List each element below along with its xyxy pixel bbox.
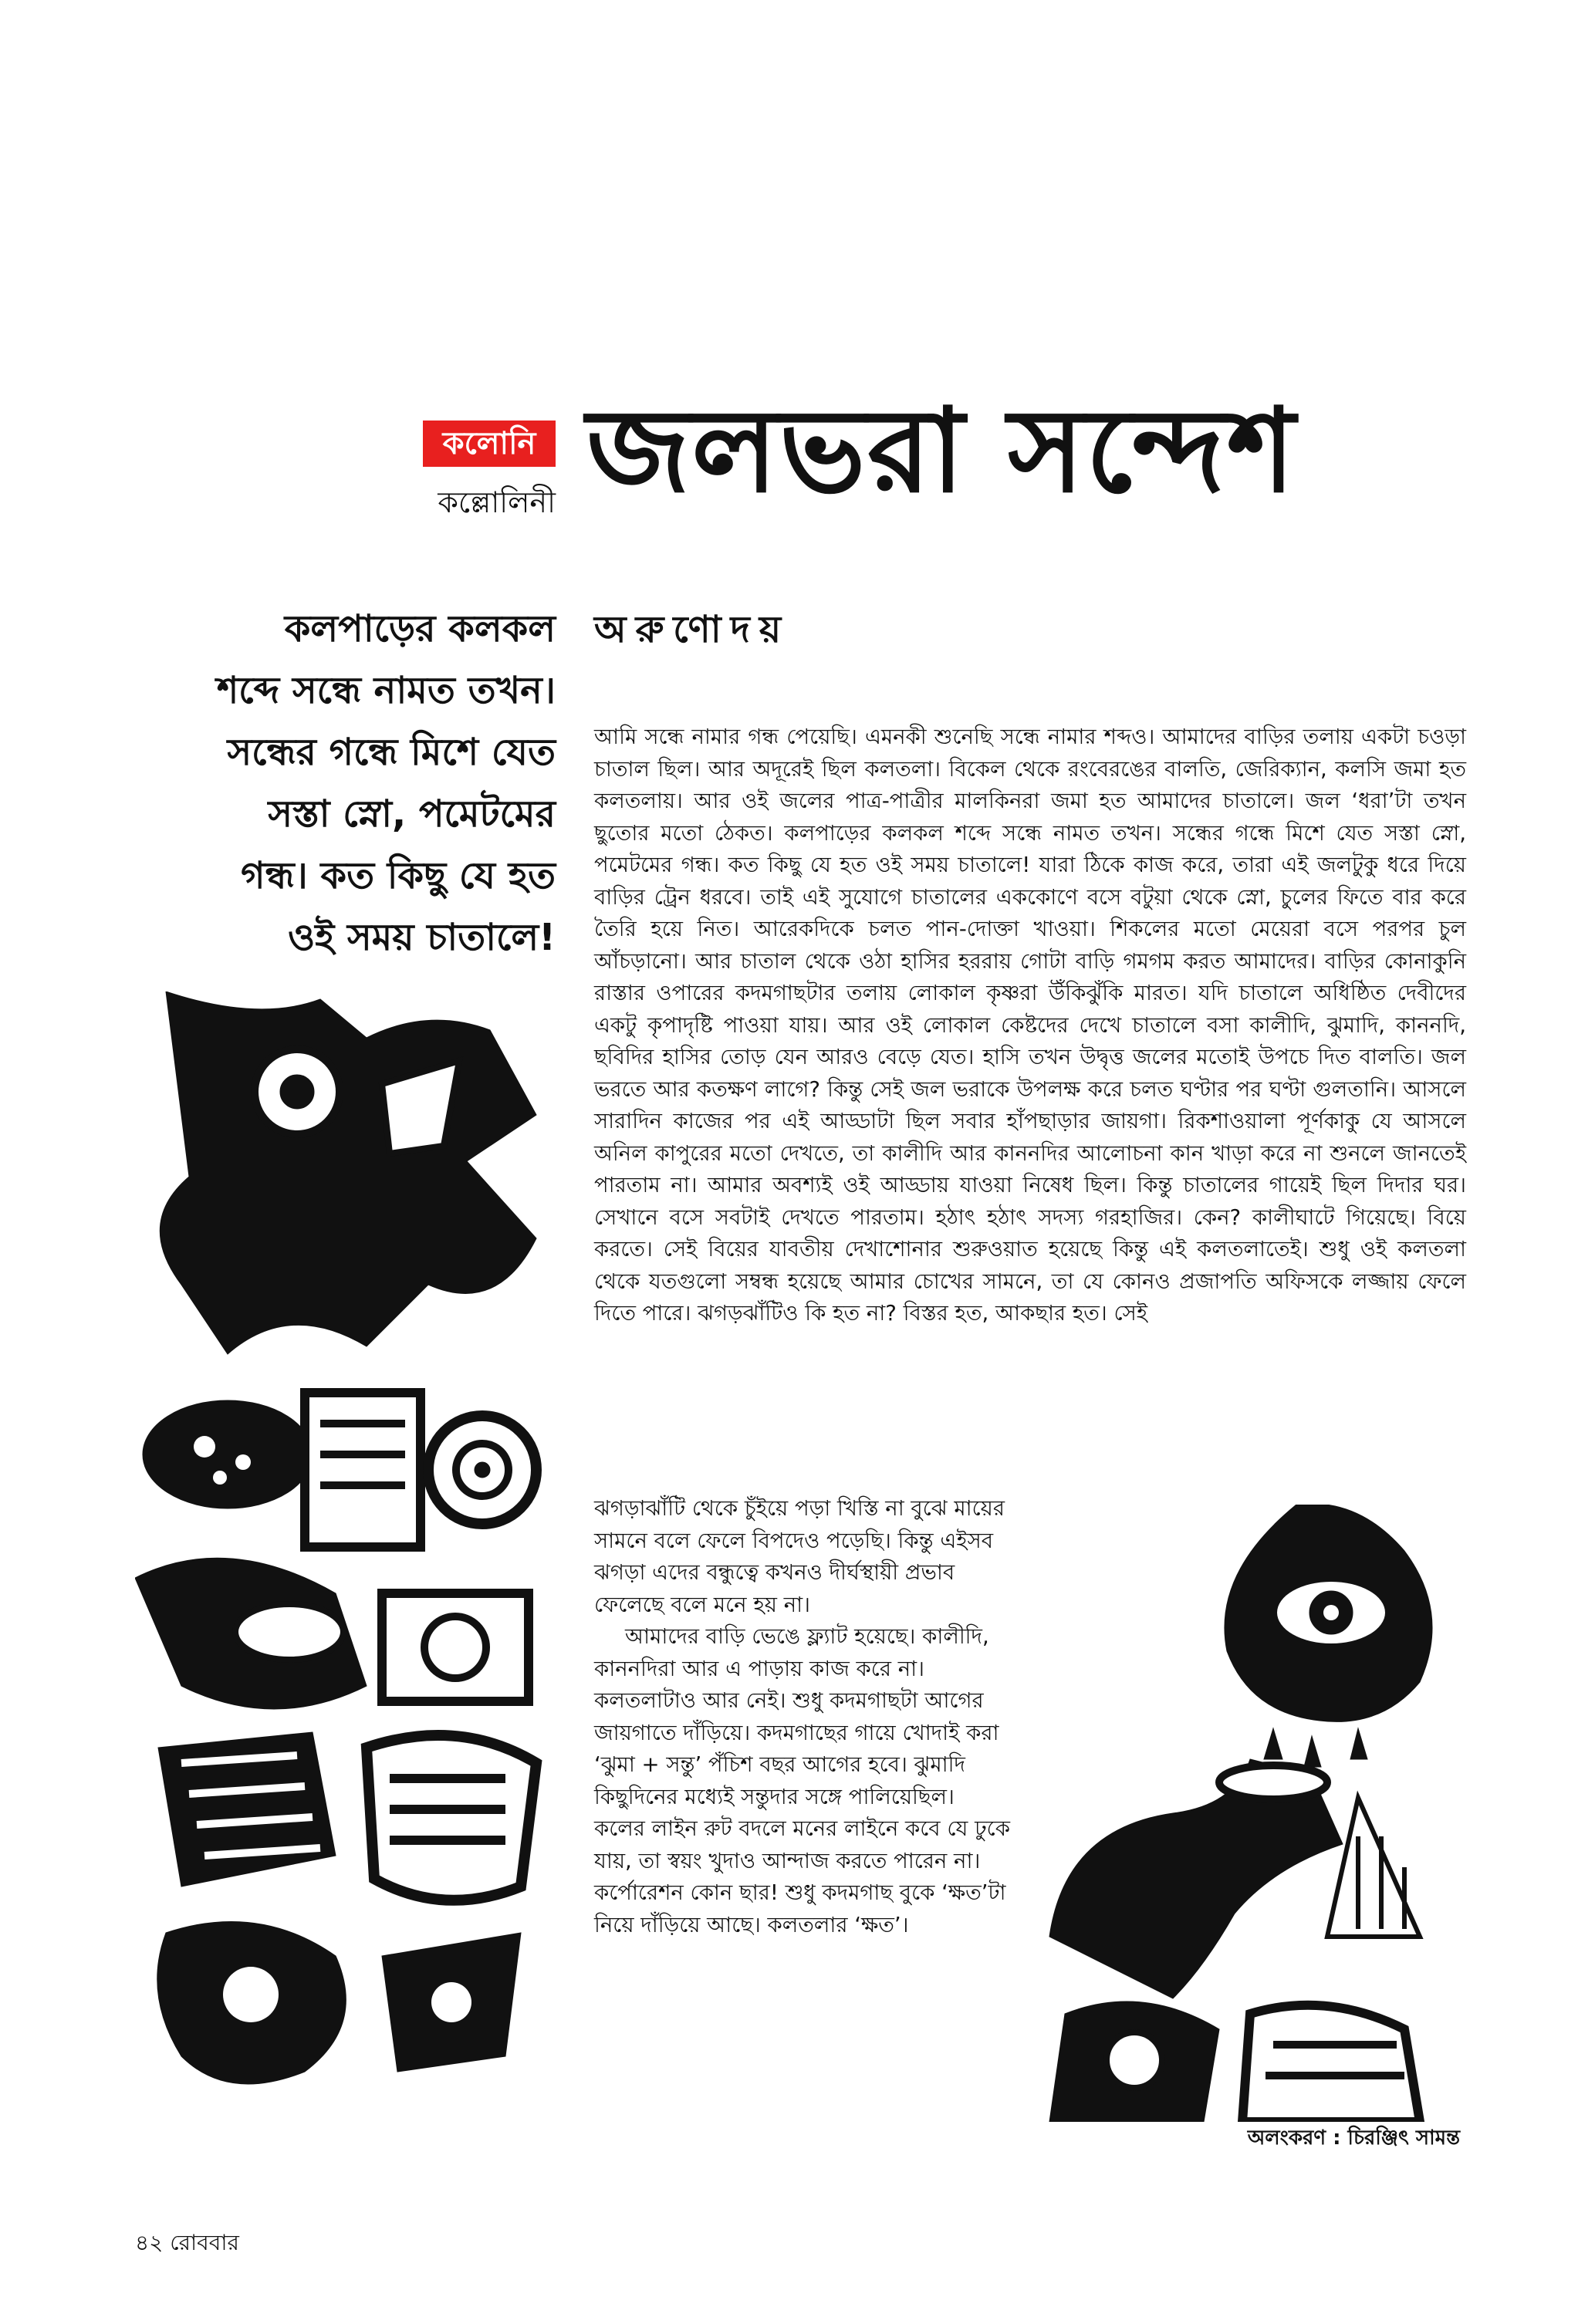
- illustration-right: [1019, 1505, 1482, 2122]
- body-paragraph: আমি সন্ধে নামার গন্ধ পেয়েছি। এমনকী শুনেছি সন্ধে নামার শব্দও। আমাদের বাড়ির তলায় একটা চওড়া চাতাল ছিল। আর অদূরেই ছিল কলতলা। বিকেল থেকে রংবেরঙের বালতি, জেরিক্যান, কলসি জমা হত কলতলায়। আর ওই জলের পাত্র-পাত্রীর মালকিনরা জমা হত আমাদের চাতালে। জল ‘ধরা’টা তখন ছুতোর মতো ঠেকত। কলপাড়ের কলকল শব্দে সন্ধে নামত তখন। সন্ধের গন্ধে মিশে যেত সস্তা স্নো, পমেটমের গন্ধ। কত কিছু যে হত ওই সময় চাতালে! যারা ঠিকে কাজ করে, তারা এই জলটুকু ধরে দিয়ে বাড়ির ট্রেন ধরবে। তাই এই সুযোগে চাতালের এককোণে বসে বটুয়া থেকে স্নো, চুলের ফিতে বার করে তৈরি হয়ে নিত। আরেকদিকে চলত পান-দোক্তা খাওয়া। শিকলের মতো মেয়েরা বসে পরপর চুল আঁচড়ানো। আর চাতাল থেকে ওঠা হাসির হররায় গোটা বাড়ি গমগম করত আমাদের। বাড়ির কোনাকুনি রাস্তার ওপারের কদমগাছটার তলায় লোকাল কৃষ্ণরা উঁকিঝুঁকি মারত। যদি চাতালে অধিষ্ঠিত দেবীদের একটু কৃপাদৃষ্টি পাওয়া যায়। আর ওই লোকাল কেষ্টদের দেখে চাতালে বসা কালীদি, ঝুমাদি, কাননদি, ছবিদির হাসির তোড় যেন আরও বেড়ে যেত। হাসি তখন উদ্বৃত্ত জলের মতোই উপচে দিত বালতি। জল ভরতে আর কতক্ষণ লাগে? কিন্তু সেই জল ভরাকে উপলক্ষ করে চলত ঘণ্টার পর ঘণ্টা গুলতানি। আসলে সারাদিন কাজের পর এই আড্ডাটা ছিল সবার হাঁপছাড়ার জায়গা। রিকশাওয়ালা পূর্ণকাকু যে আসলে অনিল কাপুরের মতো দেখতে, তা কালীদি আর কাননদির আলোচনা কান খাড়া করে না শুনলে জানতেই পারতাম না। আমার অবশ্যই ওই আড্ডায় যাওয়া নিষেধ ছিল। কিন্তু চাতালের গায়েই ছিল দিদার ঘর। সেখানে বসে সবটাই দেখতে পারতাম। হঠাৎ হঠাৎ সদস্য গরহাজির। কেন? কালীঘাটে গিয়েছে। বিয়ে করতে। সেই বিয়ের যাবতীয় দেখাশোনার শুরুওয়াত হয়েছে কিন্তু এই কলতলাতেই। শুধু ওই কলতলা থেকে যতগুলো সম্বন্ধ হয়েছে আমার চোখের সামনে, তা যে কোনও প্রজাপতি অফিসকে লজ্জায় ফেলে দিতে পারে। ঝগড়ঝাঁটিও কি হত না? বিস্তর হত, আকছার হত। সেই: [594, 725, 1466, 1326]
- body-paragraph: আমাদের বাড়ি ভেঙে ফ্ল্যাট হয়েছে। কালীদি, কাননদিরা আর এ পাড়ায় কাজ করে না। কলতলাটাও আর নেই। শুধু কদমগাছটা আগের জায়গাতে দাঁড়িয়ে। কদমগাছের গায়ে খোদাই করা ‘ঝুমা + সন্তু’ পঁচিশ বছর আগের হবে। ঝুমাদি কিছুদিনের মধ্যেই সন্তুদার সঙ্গে পালিয়েছিল। কলের লাইন রুট বদলে মনের লাইনে কবে যে ঢুকে যায়, তা স্বয়ং খুদাও আন্দাজ করতে পারেন না। কর্পোরেশন কোন ছার! শুধু কদমগাছ বুকে ‘ক্ষত’টা নিয়ে দাঁড়িয়ে আছে। কলতলার ‘ক্ষত’।: [594, 1624, 1010, 1937]
- pull-quote-line: সস্তা স্নো, পমেটমের: [268, 792, 556, 836]
- illustration-left: [135, 991, 567, 2103]
- body-paragraph: ঝগড়াঝাঁটি থেকে চুঁইয়ে পড়া খিস্তি না বুঝে মায়ের সামনে বলে ফেলে বিপদেও পড়েছি। কিন্তু এইসব ঝগড়া এদের বন্ধুত্বে কখনও দীর্ঘস্থায়ী প্রভাব ফেলেছে বলে মনে হয় না।: [594, 1496, 1005, 1617]
- pull-quote: [193, 598, 556, 968]
- page-folio: ৪২ রোববার: [135, 2230, 239, 2255]
- article-body-wide: [594, 721, 1466, 1330]
- pull-quote-line: কলপাড়ের কলকল: [284, 607, 556, 650]
- pull-quote-line: গন্ধ। কত কিছু যে হত: [241, 854, 556, 897]
- series-tag: কলোনি: [423, 421, 556, 467]
- pull-quote-line: শব্দে সন্ধে নামত তখন।: [216, 669, 556, 712]
- pull-quote-line: সন্ধের গন্ধে মিশে যেত: [227, 731, 556, 774]
- series-subtitle: কল্লোলিনী: [438, 485, 556, 519]
- headline: জলভরা সন্দেশ: [586, 384, 1297, 519]
- author-byline: অরুণোদয়: [594, 608, 791, 651]
- pull-quote-line: ওই সময় চাতালে!: [287, 916, 556, 959]
- illustration-credit: অলংকরণ : চিরঞ্জিৎ সামন্ত: [1247, 2126, 1460, 2150]
- article-body-narrow: [594, 1493, 1011, 1941]
